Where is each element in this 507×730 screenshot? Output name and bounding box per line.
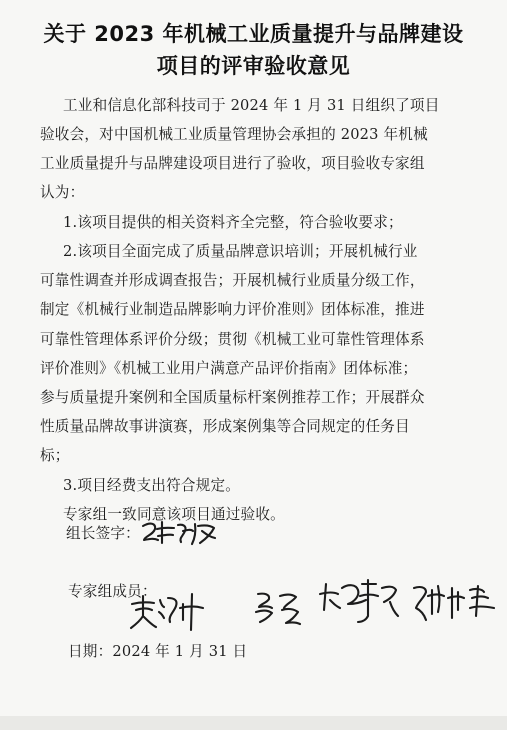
body-line-1: 工业和信息化部科技司于 2024 年 1 月 31 日组织了项目 bbox=[63, 97, 440, 114]
body-line-6: 2.该项目全面完成了质量品牌意识培训；开展机械行业 bbox=[63, 243, 418, 260]
expert-signature-3 bbox=[318, 576, 410, 626]
page-bottom-edge bbox=[0, 716, 507, 730]
body-line-5: 1.该项目提供的相关资料齐全完整，符合验收要求； bbox=[63, 214, 403, 231]
body-line-14: 3.项目经费支出符合规定。 bbox=[63, 477, 241, 494]
body-line-13: 标； bbox=[40, 447, 70, 464]
body-line-10: 评价准则》《机械工业用户满意产品评价指南》团体标准； bbox=[40, 360, 418, 377]
body-line-3: 工业质量提升与品牌建设项目进行了验收，项目验收专家组 bbox=[40, 155, 425, 172]
expert-signature-1 bbox=[128, 590, 210, 632]
body-line-12: 性质量品牌故事讲演赛，形成案例集等合同规定的任务目 bbox=[40, 418, 410, 435]
expert-members-label: 专家组成员： bbox=[68, 583, 157, 600]
body-line-2: 验收会，对中国机械工业质量管理协会承担的 2023 年机械 bbox=[40, 126, 428, 143]
expert-signature-4 bbox=[410, 580, 502, 626]
expert-signature-2 bbox=[252, 588, 304, 628]
body-line-15: 专家组一致同意该项目通过验收。 bbox=[63, 506, 285, 523]
document-title-line-1: 关于 2023 年机械工业质量提升与品牌建设 bbox=[43, 22, 464, 46]
body-line-9: 可靠性管理体系评价分级；贯彻《机械工业可靠性管理体系 bbox=[40, 331, 425, 348]
document-title-line-2: 项目的评审验收意见 bbox=[156, 54, 351, 78]
leader-signature bbox=[140, 516, 218, 550]
body-line-4: 认为： bbox=[40, 184, 85, 201]
body-line-8: 制定《机械行业制造品牌影响力评价准则》团体标准，推进 bbox=[40, 301, 425, 318]
body-line-7: 可靠性调查并形成调查报告；开展机械行业质量分级工作， bbox=[40, 272, 425, 289]
leader-signature-label: 组长签字： bbox=[66, 525, 140, 542]
date-line: 日期：2024 年 1 月 31 日 bbox=[68, 643, 248, 660]
body-line-11: 参与质量提升案例和全国质量标杆案例推荐工作；开展群众 bbox=[40, 389, 425, 406]
